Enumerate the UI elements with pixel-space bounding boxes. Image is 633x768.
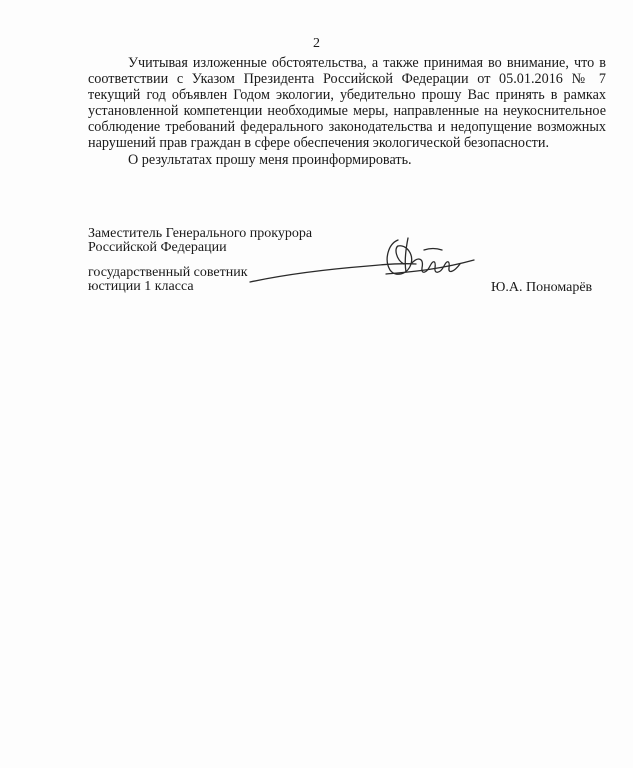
signatory-rank: [88, 266, 248, 294]
closing-paragraph: О результатах прошу меня проинформировать.: [128, 152, 412, 168]
position-line-1: Заместитель Генерального прокурора: [88, 226, 313, 241]
page-number: 2: [313, 36, 320, 51]
rank-line-2: юстиции 1 класса: [88, 279, 194, 294]
main-paragraph: Учитывая изложенные обстоятельства, а также принимая во внимание, что в соответствии с Указом Президента Российской Федерации от 05.01.2016 № 7 текущий год объявлен Годом экологии, убедительно прошу Вас принять в рамках установленной компетенции необходимые меры, направленные на неукоснительное соблюдение требований федерального законодательства и недопущение возможных нарушений прав граждан в сфере обеспечения экологической безопасности.: [88, 55, 606, 151]
letter-body: [88, 55, 606, 168]
rank-line-1: государственный советник: [88, 265, 248, 280]
handwritten-signature: [248, 230, 478, 300]
signer-name: Ю.А. Пономарёв: [491, 280, 593, 295]
position-line-2: Российской Федерации: [88, 240, 227, 255]
